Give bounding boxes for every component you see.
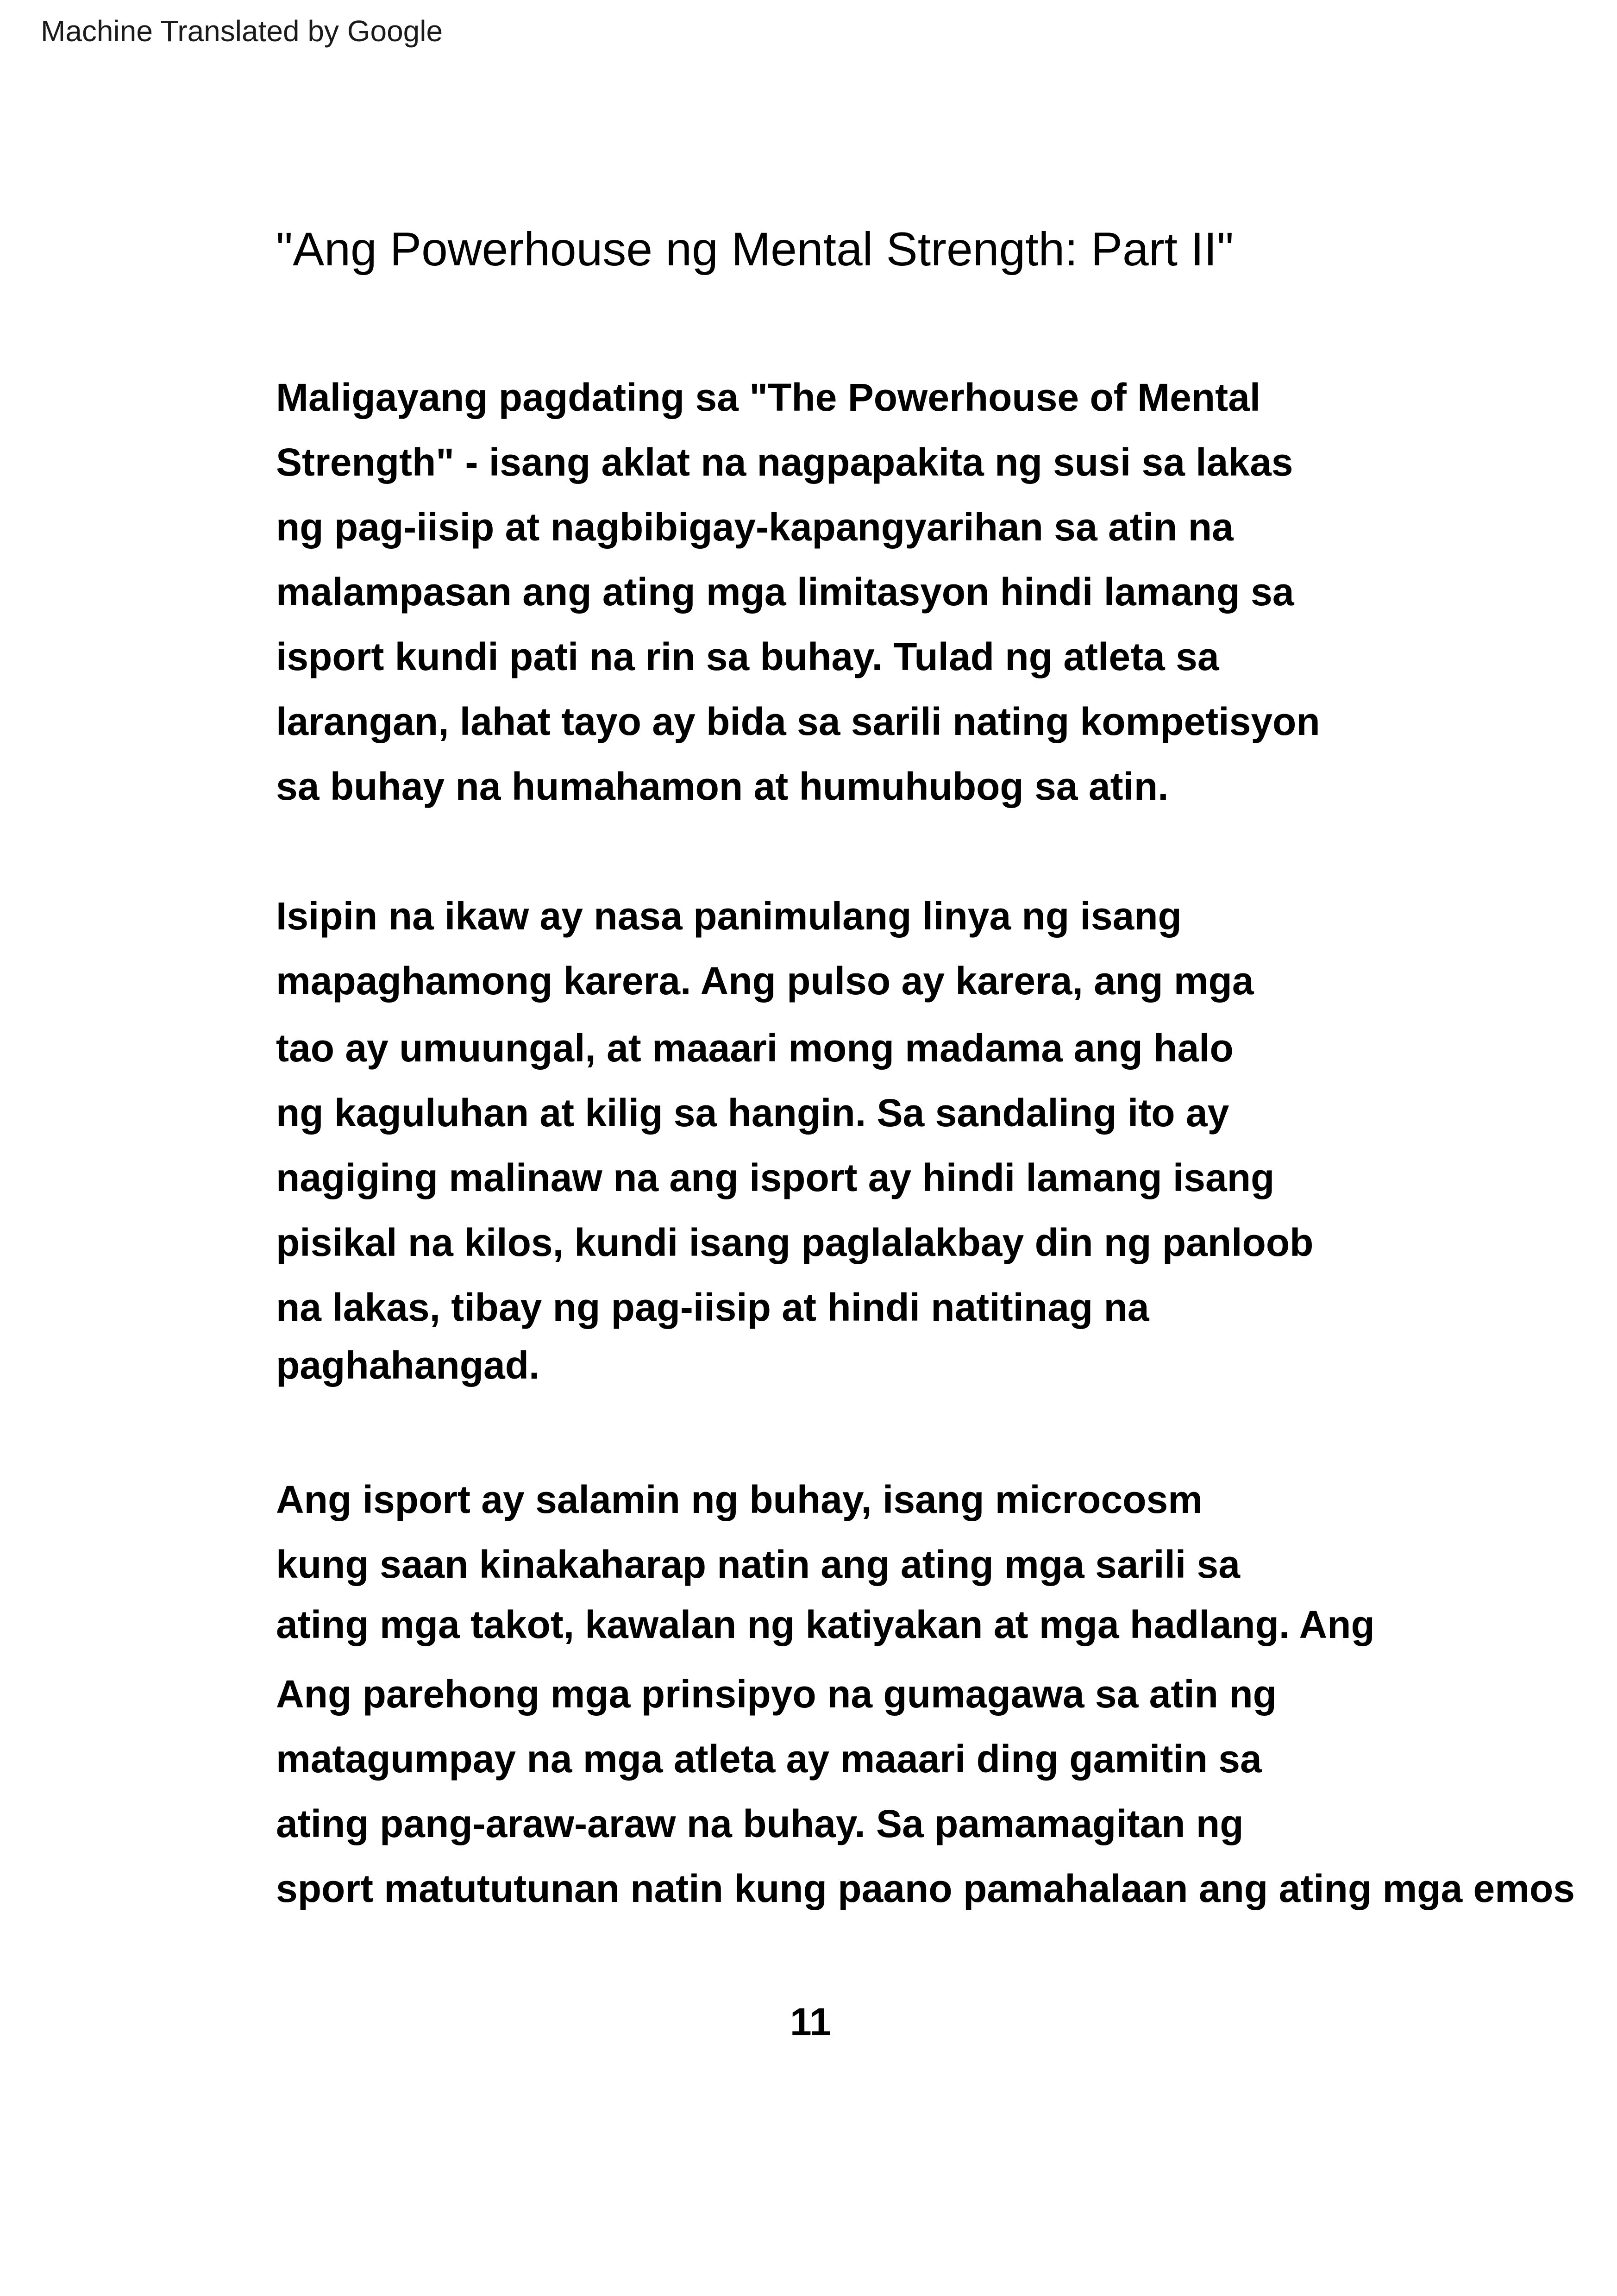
paragraph-1-line-5: isport kundi pati na rin sa buhay. Tulad ng atleta sa xyxy=(276,635,1219,678)
paragraph-2-line-5: nagiging malinaw na ang isport ay hindi lamang isang xyxy=(276,1156,1275,1199)
paragraph-1-line-6: larangan, lahat tayo ay bida sa sarili nating kompetisyon xyxy=(276,700,1320,743)
paragraph-2-line-1: Isipin na ikaw ay nasa panimulang linya ng isang xyxy=(276,894,1182,938)
paragraph-1-line-7: sa buhay na humahamon at humuhubog sa atin. xyxy=(276,765,1169,808)
paragraph-3-line-1: Ang isport ay salamin ng buhay, isang microcosm xyxy=(276,1478,1203,1521)
paragraph-3-line-5: matagumpay na mga atleta ay maaari ding gamitin sa xyxy=(276,1737,1262,1781)
paragraph-3-line-3: ating mga takot, kawalan ng katiyakan at mga hadlang. Ang xyxy=(276,1603,1375,1646)
paragraph-3-line-6: ating pang-araw-araw na buhay. Sa pamamagitan ng xyxy=(276,1802,1244,1845)
paragraph-2-line-3: tao ay umuungal, at maaari mong madama ang halo xyxy=(276,1026,1234,1070)
paragraph-3-line-4: Ang parehong mga prinsipyo na gumagawa sa atin ng xyxy=(276,1672,1277,1716)
machine-translation-watermark: Machine Translated by Google xyxy=(41,14,443,48)
paragraph-3-line-7: sport matututunan natin kung paano pamahalaan ang ating mga emos xyxy=(276,1867,1575,1910)
page-title: "Ang Powerhouse ng Mental Strength: Part II" xyxy=(276,223,1234,276)
paragraph-1-line-3: ng pag-iisip at nagbibigay-kapangyarihan sa atin na xyxy=(276,505,1234,549)
paragraph-1-line-2: Strength" - isang aklat na nagpapakita ng susi sa lakas xyxy=(276,440,1293,484)
paragraph-2-line-7: na lakas, tibay ng pag-iisip at hindi natitinag na xyxy=(276,1286,1149,1329)
paragraph-1-line-1: Maligayang pagdating sa "The Powerhouse of Mental xyxy=(276,376,1261,419)
page-number: 11 xyxy=(790,2000,831,2044)
paragraph-2-line-2: mapaghamong karera. Ang pulso ay karera, ang mga xyxy=(276,959,1254,1003)
paragraph-3-line-2: kung saan kinakaharap natin ang ating mga sarili sa xyxy=(276,1543,1240,1586)
paragraph-2-line-6: pisikal na kilos, kundi isang paglalakbay din ng panloob xyxy=(276,1221,1314,1264)
paragraph-2-line-8: paghahangad. xyxy=(276,1343,540,1387)
paragraph-2-line-4: ng kaguluhan at kilig sa hangin. Sa sandaling ito ay xyxy=(276,1091,1229,1135)
paragraph-1-line-4: malampasan ang ating mga limitasyon hindi lamang sa xyxy=(276,570,1294,614)
